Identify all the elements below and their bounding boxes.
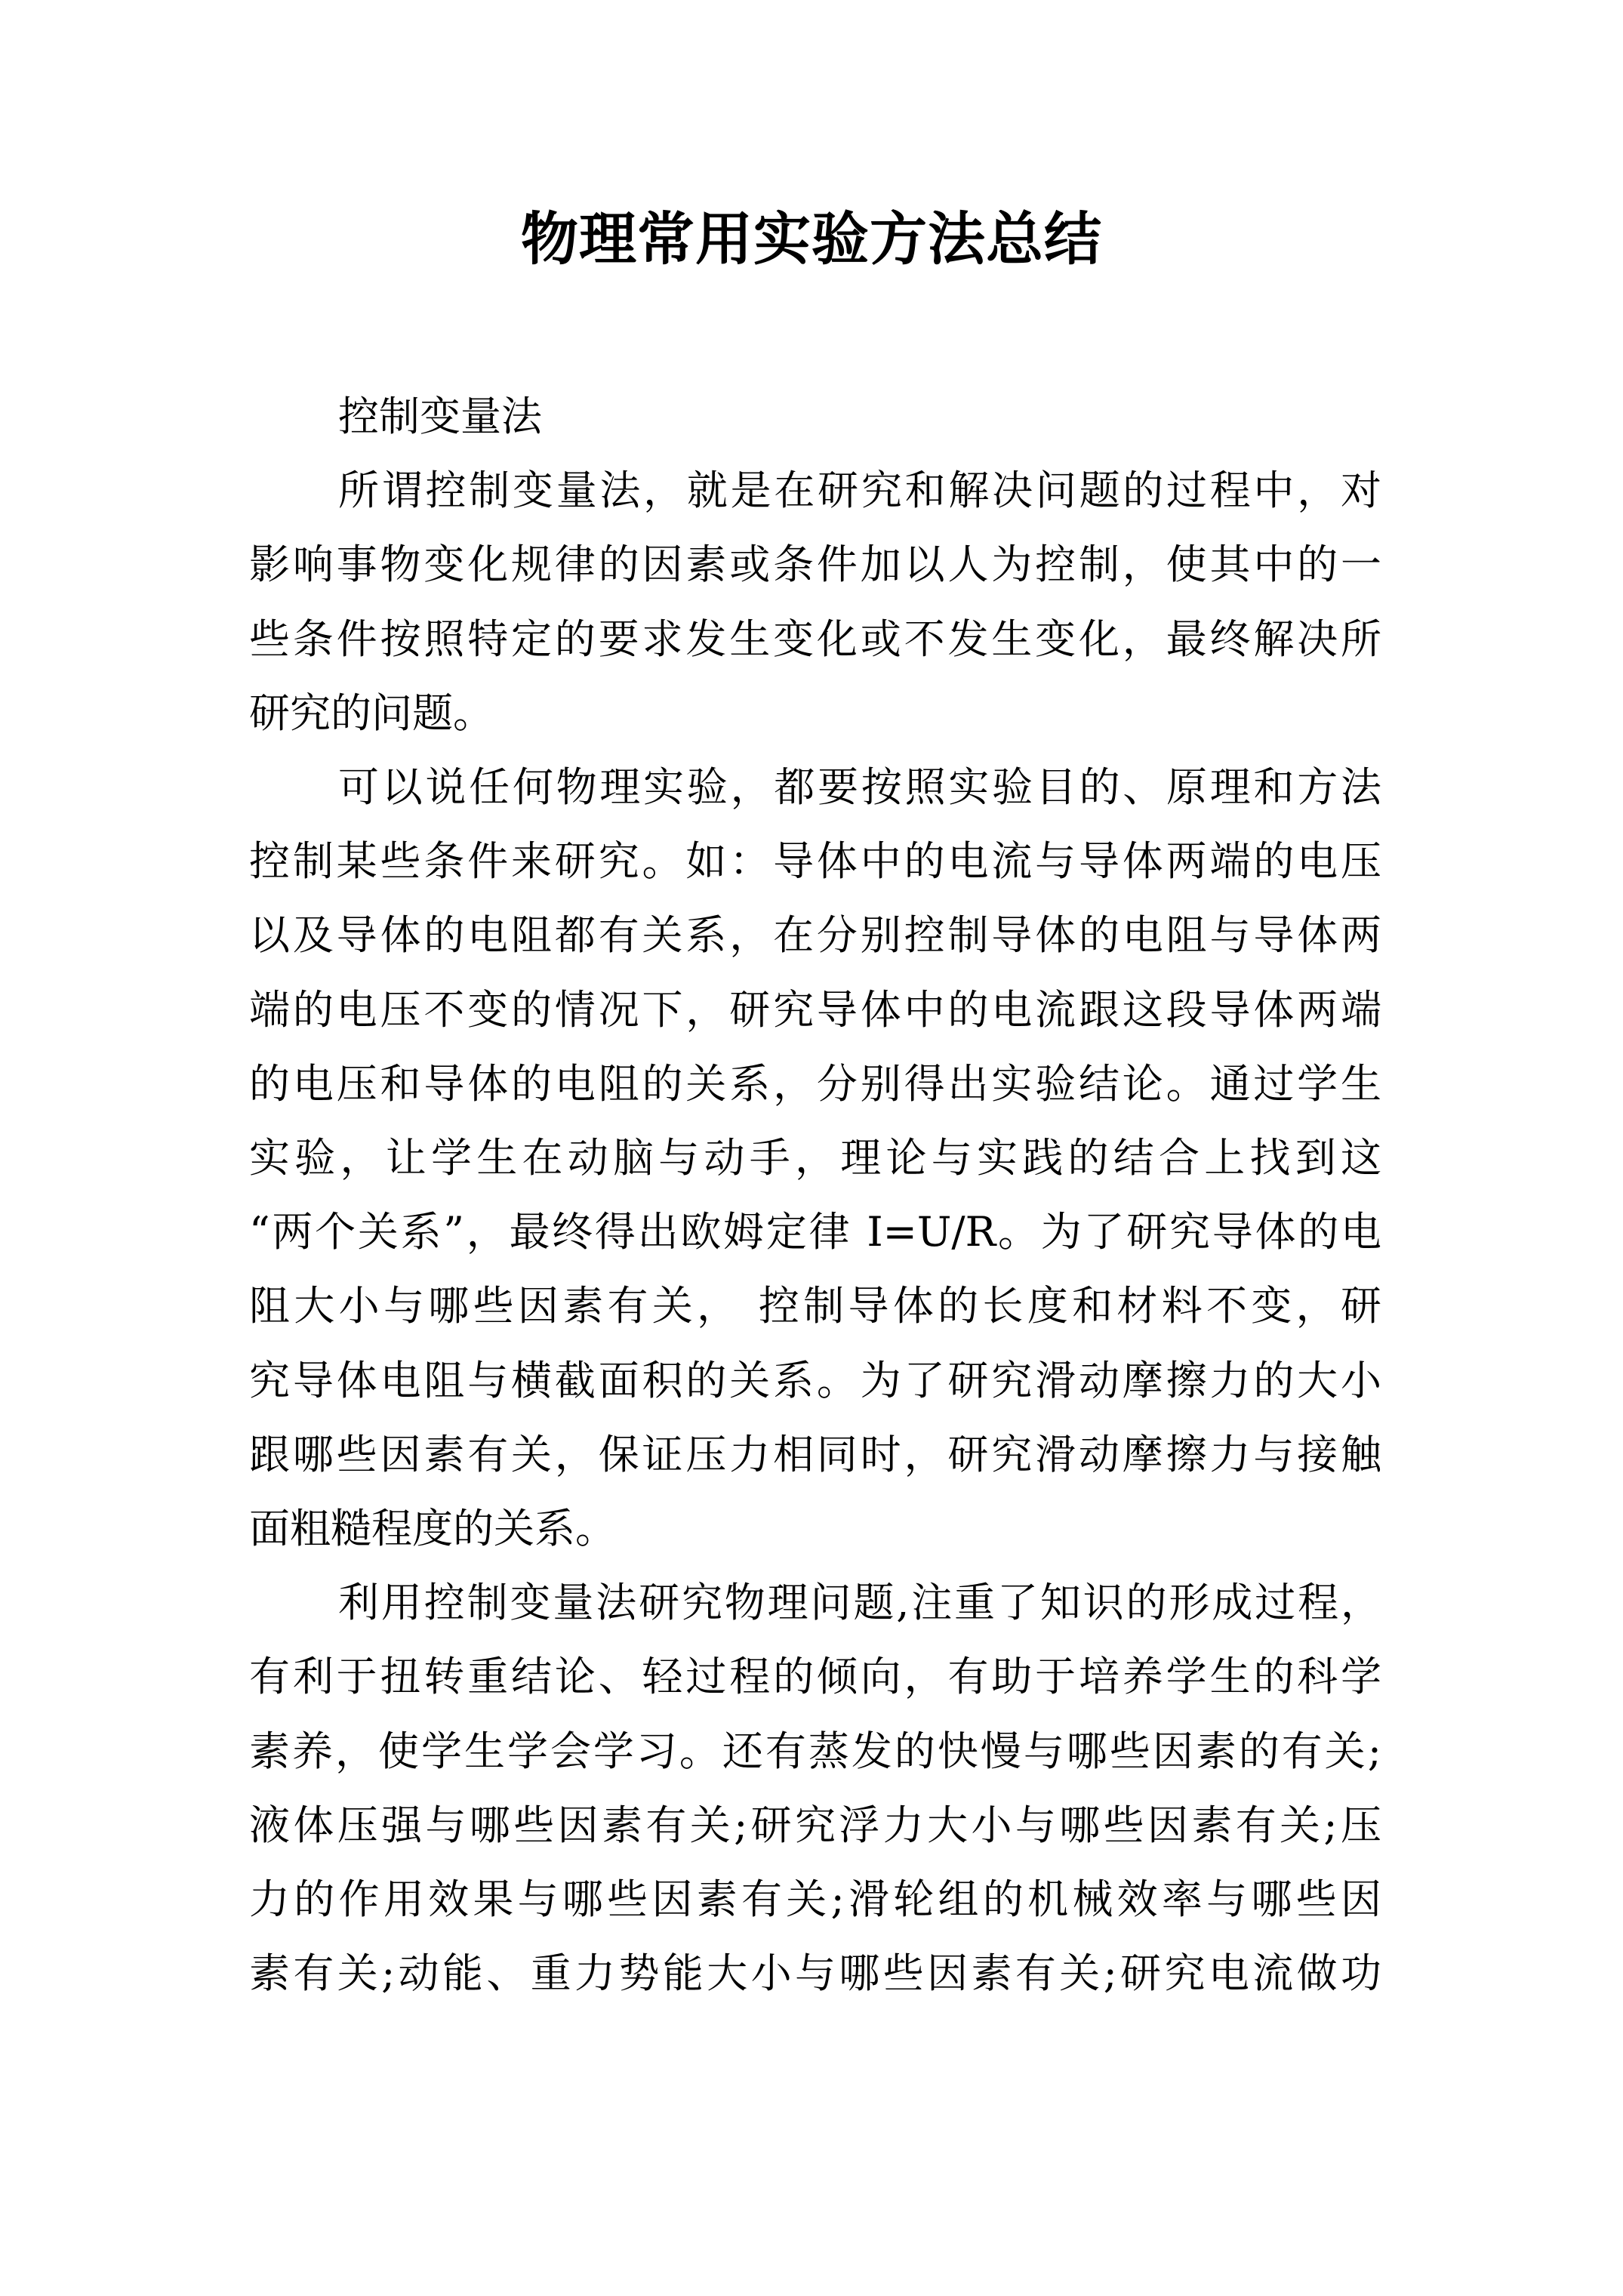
paragraph-line: “两个关系”，最终得出欧姆定律 I=U/R。为了研究导体的电 xyxy=(249,1208,1381,1256)
paragraph-first-line: 利用控制变量法研究物理问题,注重了知识的形成过程， xyxy=(338,1579,1381,1626)
paragraph-line: 端的电压不变的情况下，研究导体中的电流跟这段导体两端 xyxy=(249,986,1381,1034)
paragraph-line: 以及导体的电阻都有关系，在分别控制导体的电阻与导体两 xyxy=(249,911,1381,959)
paragraph-line: 研究的问题。 xyxy=(249,689,494,737)
paragraph-line: 力的作用效果与哪些因素有关;滑轮组的机械效率与哪些因 xyxy=(249,1875,1381,1923)
paragraph-line: 素有关;动能、重力势能大小与哪些因素有关;研究电流做功 xyxy=(249,1949,1381,1997)
paragraph-line: 的电压和导体的电阻的关系，分别得出实验结论。通过学生 xyxy=(249,1060,1381,1108)
paragraph-line: 些条件按照特定的要求发生变化或不发生变化，最终解决所 xyxy=(249,615,1381,663)
paragraph-line: 面粗糙程度的关系。 xyxy=(249,1505,616,1552)
document-title: 物理常用实验方法总结 xyxy=(521,205,1102,273)
paragraph-line: 阻大小与哪些因素有关， 控制导体的长度和材料不变，研 xyxy=(249,1282,1381,1330)
paragraph-first-line: 可以说任何物理实验，都要按照实验目的、原理和方法 xyxy=(338,763,1381,811)
paragraph-line: 跟哪些因素有关，保证压力相同时，研究滑动摩擦力与接触 xyxy=(249,1431,1381,1478)
paragraph-line: 究导体电阻与横截面积的关系。为了研究滑动摩擦力的大小 xyxy=(249,1357,1381,1404)
paragraph-line: 影响事物变化规律的因素或条件加以人为控制，使其中的一 xyxy=(249,541,1381,588)
paragraph-first-line: 所谓控制变量法，就是在研究和解决问题的过程中，对 xyxy=(338,467,1381,514)
paragraph-line: 有利于扭转重结论、轻过程的倾向，有助于培养学生的科学 xyxy=(249,1653,1381,1700)
paragraph-line: 控制某些条件来研究。如：导体中的电流与导体两端的电压 xyxy=(249,837,1381,885)
paragraph-line: 实验，让学生在动脑与动手，理论与实践的结合上找到这 xyxy=(249,1134,1381,1182)
paragraph-line: 液体压强与哪些因素有关;研究浮力大小与哪些因素有关;压 xyxy=(249,1801,1381,1849)
paragraph-first-line: 控制变量法 xyxy=(338,393,542,440)
paragraph-line: 素养，使学生学会学习。还有蒸发的快慢与哪些因素的有关; xyxy=(249,1727,1381,1775)
